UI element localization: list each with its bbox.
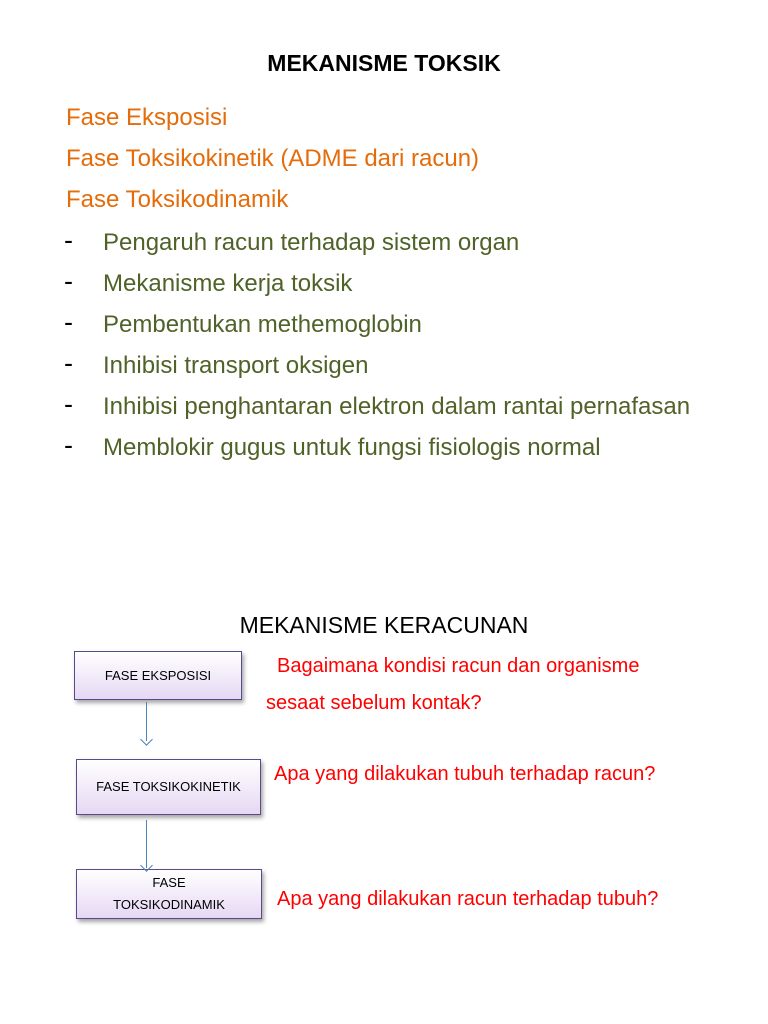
bullet-text: Memblokir gugus untuk fungsi fisiologis normal — [103, 434, 601, 461]
question-toxicodynamic: Apa yang dilakukan racun terhadap tubuh? — [277, 888, 659, 910]
list-item — [64, 431, 754, 464]
bullet-text: Inhibisi transport oksigen — [103, 352, 369, 379]
phase-toxicodynamic: Fase Toksikodinamik — [66, 186, 289, 213]
page-title: MEKANISME TOKSIK — [267, 50, 501, 76]
section-title-mekanisme-keracunan: MEKANISME KERACUNAN — [239, 612, 529, 638]
phase-toxicokinetic: Fase Toksikokinetik (ADME dari racun) — [66, 145, 480, 172]
bullet-dash: - — [64, 307, 73, 337]
flow-box-toxicodynamic — [76, 869, 262, 919]
question-exposure-line2: sesaat sebelum kontak? — [266, 692, 482, 714]
question-exposure-line1: Bagaimana kondisi racun dan organisme — [277, 655, 640, 677]
list-item — [64, 390, 754, 423]
bullet-text: Pembentukan methemoglobin — [103, 311, 422, 338]
list-item — [64, 226, 754, 259]
bullet-dash: - — [64, 266, 73, 296]
arrowhead-icon — [140, 733, 153, 746]
question-toxicokinetic: Apa yang dilakukan tubuh terhadap racun? — [274, 763, 656, 785]
bullet-text: Inhibisi penghantaran elektron dalam rantai pernafasan — [103, 393, 691, 420]
bullet-dash: - — [64, 225, 73, 255]
flow-box-toxicokinetic — [76, 759, 261, 815]
bullet-text: Pengaruh racun terhadap sistem organ — [103, 229, 520, 256]
phase-exposure: Fase Eksposisi — [66, 104, 228, 131]
list-item — [64, 267, 754, 300]
bullet-dash: - — [64, 430, 73, 460]
flow-box-label: FASE TOKSIKODINAMIK — [113, 875, 225, 912]
bullet-dash: - — [64, 389, 73, 419]
bullet-text: Mekanisme kerja toksik — [103, 270, 353, 297]
flow-box-exposure — [74, 651, 242, 700]
flow-box-label: FASE EKSPOSISI — [104, 667, 212, 683]
list-item — [64, 349, 754, 382]
flow-box-label: FASE TOKSIKOKINETIK — [96, 779, 241, 794]
list-item — [64, 308, 754, 341]
toxicodynamic-bullet-list — [64, 226, 754, 472]
bullet-dash: - — [64, 348, 73, 378]
